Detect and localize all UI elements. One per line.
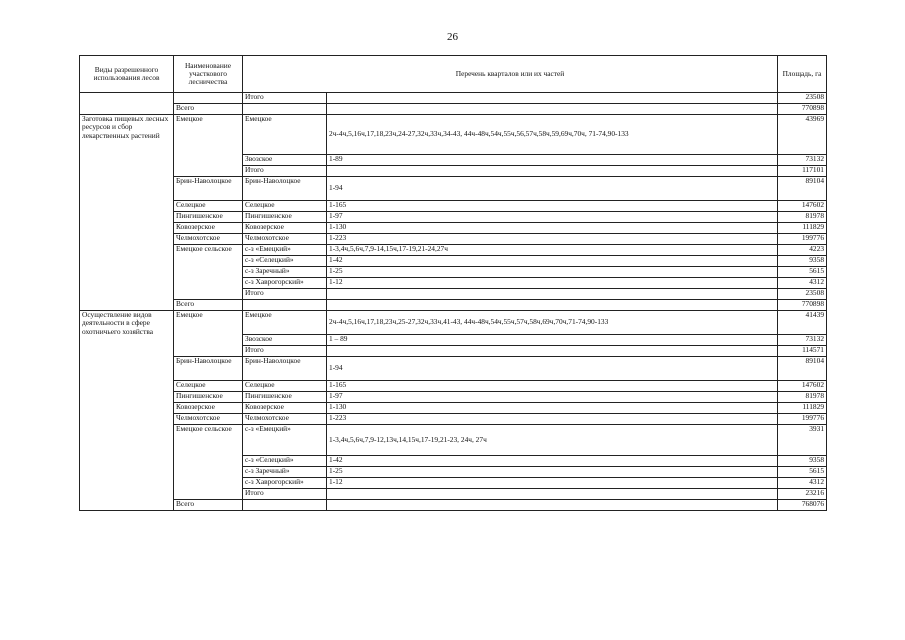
area-cell: 147602: [778, 201, 827, 212]
table-row: [80, 223, 827, 234]
quarters-cell: 1-89: [327, 155, 778, 166]
table-row: [80, 93, 827, 104]
quarters-cell: 1-223: [327, 414, 778, 425]
table-row: [80, 357, 827, 381]
district-cell: с-з «Селецкий»: [243, 456, 327, 467]
activity-cell-empty: [80, 93, 174, 115]
table-row: [80, 500, 827, 511]
table-row: [80, 104, 827, 115]
quarters-cell: 1-25: [327, 467, 778, 478]
area-cell: 5615: [778, 467, 827, 478]
forestry-cell: Пингишенское: [174, 392, 243, 403]
quarters-cell: 2ч-4ч,5,16ч,17,18,23ч,25-27,32ч,33ч,41-43, 44ч-48ч,54ч,55ч,57ч,58ч,69ч,70ч,71-74,90-133: [327, 311, 778, 335]
quarters-cell: [327, 489, 778, 500]
forestry-cell: Селецкое: [174, 381, 243, 392]
quarters-cell: [327, 93, 778, 104]
area-cell: 23508: [778, 93, 827, 104]
area-cell: 117101: [778, 166, 827, 177]
district-cell: Емецкое: [243, 115, 327, 155]
forestry-cell: Емецкое: [174, 311, 243, 357]
area-cell: 4312: [778, 478, 827, 489]
quarters-cell: 1-165: [327, 201, 778, 212]
district-cell: [243, 300, 327, 311]
district-cell: Итого: [243, 166, 327, 177]
header-area: Площадь, га: [778, 56, 827, 93]
area-cell: 770898: [778, 300, 827, 311]
district-cell: с-з Заречный»: [243, 467, 327, 478]
quarters-cell: [327, 166, 778, 177]
quarters-cell: 1-165: [327, 381, 778, 392]
area-cell: 199776: [778, 234, 827, 245]
area-cell: 81978: [778, 392, 827, 403]
district-cell: Челмохотское: [243, 414, 327, 425]
district-cell: Брин-Наволоцкое: [243, 357, 327, 381]
area-cell: 9358: [778, 256, 827, 267]
district-cell: [243, 104, 327, 115]
quarters-cell: 1-94: [327, 357, 778, 381]
quarters-cell: [327, 346, 778, 357]
forestry-cell: Селецкое: [174, 201, 243, 212]
area-cell: 43969: [778, 115, 827, 155]
district-cell: Емецкое: [243, 311, 327, 335]
table-row: [80, 201, 827, 212]
forestry-cell: Челмохотское: [174, 234, 243, 245]
total-label-cell: Всего: [174, 300, 243, 311]
area-cell: 114571: [778, 346, 827, 357]
district-cell: [243, 500, 327, 511]
forestry-cell: [174, 93, 243, 104]
header-usage-type: Виды разрешенного использования лесов: [80, 56, 174, 93]
district-cell: Ковозерское: [243, 223, 327, 234]
header-quarters: Перечень кварталов или их частей: [243, 56, 778, 93]
total-label-cell: Всего: [174, 104, 243, 115]
quarters-cell: 1-130: [327, 403, 778, 414]
district-cell: Пингишенское: [243, 392, 327, 403]
quarters-cell: 1-12: [327, 278, 778, 289]
table-row: [80, 381, 827, 392]
area-cell: 111829: [778, 223, 827, 234]
area-cell: 768076: [778, 500, 827, 511]
district-cell: с-з Заречный»: [243, 267, 327, 278]
total-label-cell: Всего: [174, 500, 243, 511]
district-cell: Итого: [243, 289, 327, 300]
table-row: [80, 403, 827, 414]
table-header-row: [80, 56, 827, 93]
district-cell: с-з «Селецкий»: [243, 256, 327, 267]
area-cell: 5615: [778, 267, 827, 278]
area-cell: 9358: [778, 456, 827, 467]
quarters-cell: 1-130: [327, 223, 778, 234]
area-cell: 147602: [778, 381, 827, 392]
table-row: [80, 300, 827, 311]
header-forestry: Наименование участкового лесничества: [174, 56, 243, 93]
area-cell: 23216: [778, 489, 827, 500]
quarters-cell: 1-94: [327, 177, 778, 201]
page-number: 26: [447, 31, 458, 43]
area-cell: 73132: [778, 335, 827, 346]
table-row: [80, 414, 827, 425]
district-cell: Челмохотское: [243, 234, 327, 245]
district-cell: с-з Хаврогорский»: [243, 278, 327, 289]
district-cell: Пингишенское: [243, 212, 327, 223]
district-cell: Звозское: [243, 155, 327, 166]
area-cell: 73132: [778, 155, 827, 166]
district-cell: Селецкое: [243, 381, 327, 392]
table-row: [80, 245, 827, 256]
area-cell: 89104: [778, 357, 827, 381]
district-cell: с-з «Емецкий»: [243, 425, 327, 456]
district-cell: Итого: [243, 93, 327, 104]
quarters-cell: 1-25: [327, 267, 778, 278]
forestry-cell: Ковозерское: [174, 403, 243, 414]
quarters-cell: 1-3,4ч,5,6ч,7,9-14,15ч,17-19,21-24,27ч: [327, 245, 778, 256]
activity-cell: Заготовка пищевых лесных ресурсов и сбор лекарственных растений: [80, 115, 174, 311]
table-row: [80, 177, 827, 201]
activity-cell: Осуществление видов деятельности в сфере охотничьего хозяйства: [80, 311, 174, 511]
forestry-cell: Челмохотское: [174, 414, 243, 425]
area-cell: 111829: [778, 403, 827, 414]
area-cell: 4312: [778, 278, 827, 289]
quarters-cell: 1-223: [327, 234, 778, 245]
quarters-cell: [327, 289, 778, 300]
area-cell: 89104: [778, 177, 827, 201]
area-cell: 3931: [778, 425, 827, 456]
quarters-cell: 1 – 89: [327, 335, 778, 346]
district-cell: Звозское: [243, 335, 327, 346]
district-cell: Итого: [243, 489, 327, 500]
forestry-cell: Емецкое сельское: [174, 425, 243, 500]
district-cell: с-з Хаврогорский»: [243, 478, 327, 489]
table-row: [80, 425, 827, 456]
area-cell: 41439: [778, 311, 827, 335]
table-row: [80, 392, 827, 403]
district-cell: Селецкое: [243, 201, 327, 212]
quarters-cell: [327, 104, 778, 115]
table-row: [80, 115, 827, 155]
area-cell: 81978: [778, 212, 827, 223]
quarters-cell: 1-42: [327, 256, 778, 267]
quarters-cell: 1-3,4ч,5,6ч,7,9-12,13ч,14,15ч,17-19,21-23, 24ч, 27ч: [327, 425, 778, 456]
district-cell: Итого: [243, 346, 327, 357]
forestry-cell: Брин-Наволоцкое: [174, 357, 243, 381]
quarters-cell: [327, 500, 778, 511]
table-row: [80, 212, 827, 223]
quarters-cell: 1-97: [327, 212, 778, 223]
forestry-cell: Емецкое сельское: [174, 245, 243, 300]
area-cell: 199776: [778, 414, 827, 425]
quarters-cell: [327, 300, 778, 311]
area-cell: 23508: [778, 289, 827, 300]
table-row: [80, 234, 827, 245]
table-row: [80, 311, 827, 335]
quarters-cell: 2ч-4ч,5,16ч,17,18,23ч,24-27,32ч,33ч,34-43, 44ч-48ч,54ч,55ч,56,57ч,58ч,59,69ч,70ч, 71-74,90-133: [327, 115, 778, 155]
forestry-cell: Пингишенское: [174, 212, 243, 223]
district-cell: Ковозерское: [243, 403, 327, 414]
district-cell: с-з «Емецкий»: [243, 245, 327, 256]
forestry-cell: Брин-Наволоцкое: [174, 177, 243, 201]
district-cell: Брин-Наволоцкое: [243, 177, 327, 201]
area-cell: 770898: [778, 104, 827, 115]
forestry-cell: Емецкое: [174, 115, 243, 177]
forest-quarters-table: [79, 55, 827, 511]
area-cell: 4223: [778, 245, 827, 256]
quarters-cell: 1-97: [327, 392, 778, 403]
forestry-cell: Ковозерское: [174, 223, 243, 234]
quarters-cell: 1-12: [327, 478, 778, 489]
quarters-cell: 1-42: [327, 456, 778, 467]
